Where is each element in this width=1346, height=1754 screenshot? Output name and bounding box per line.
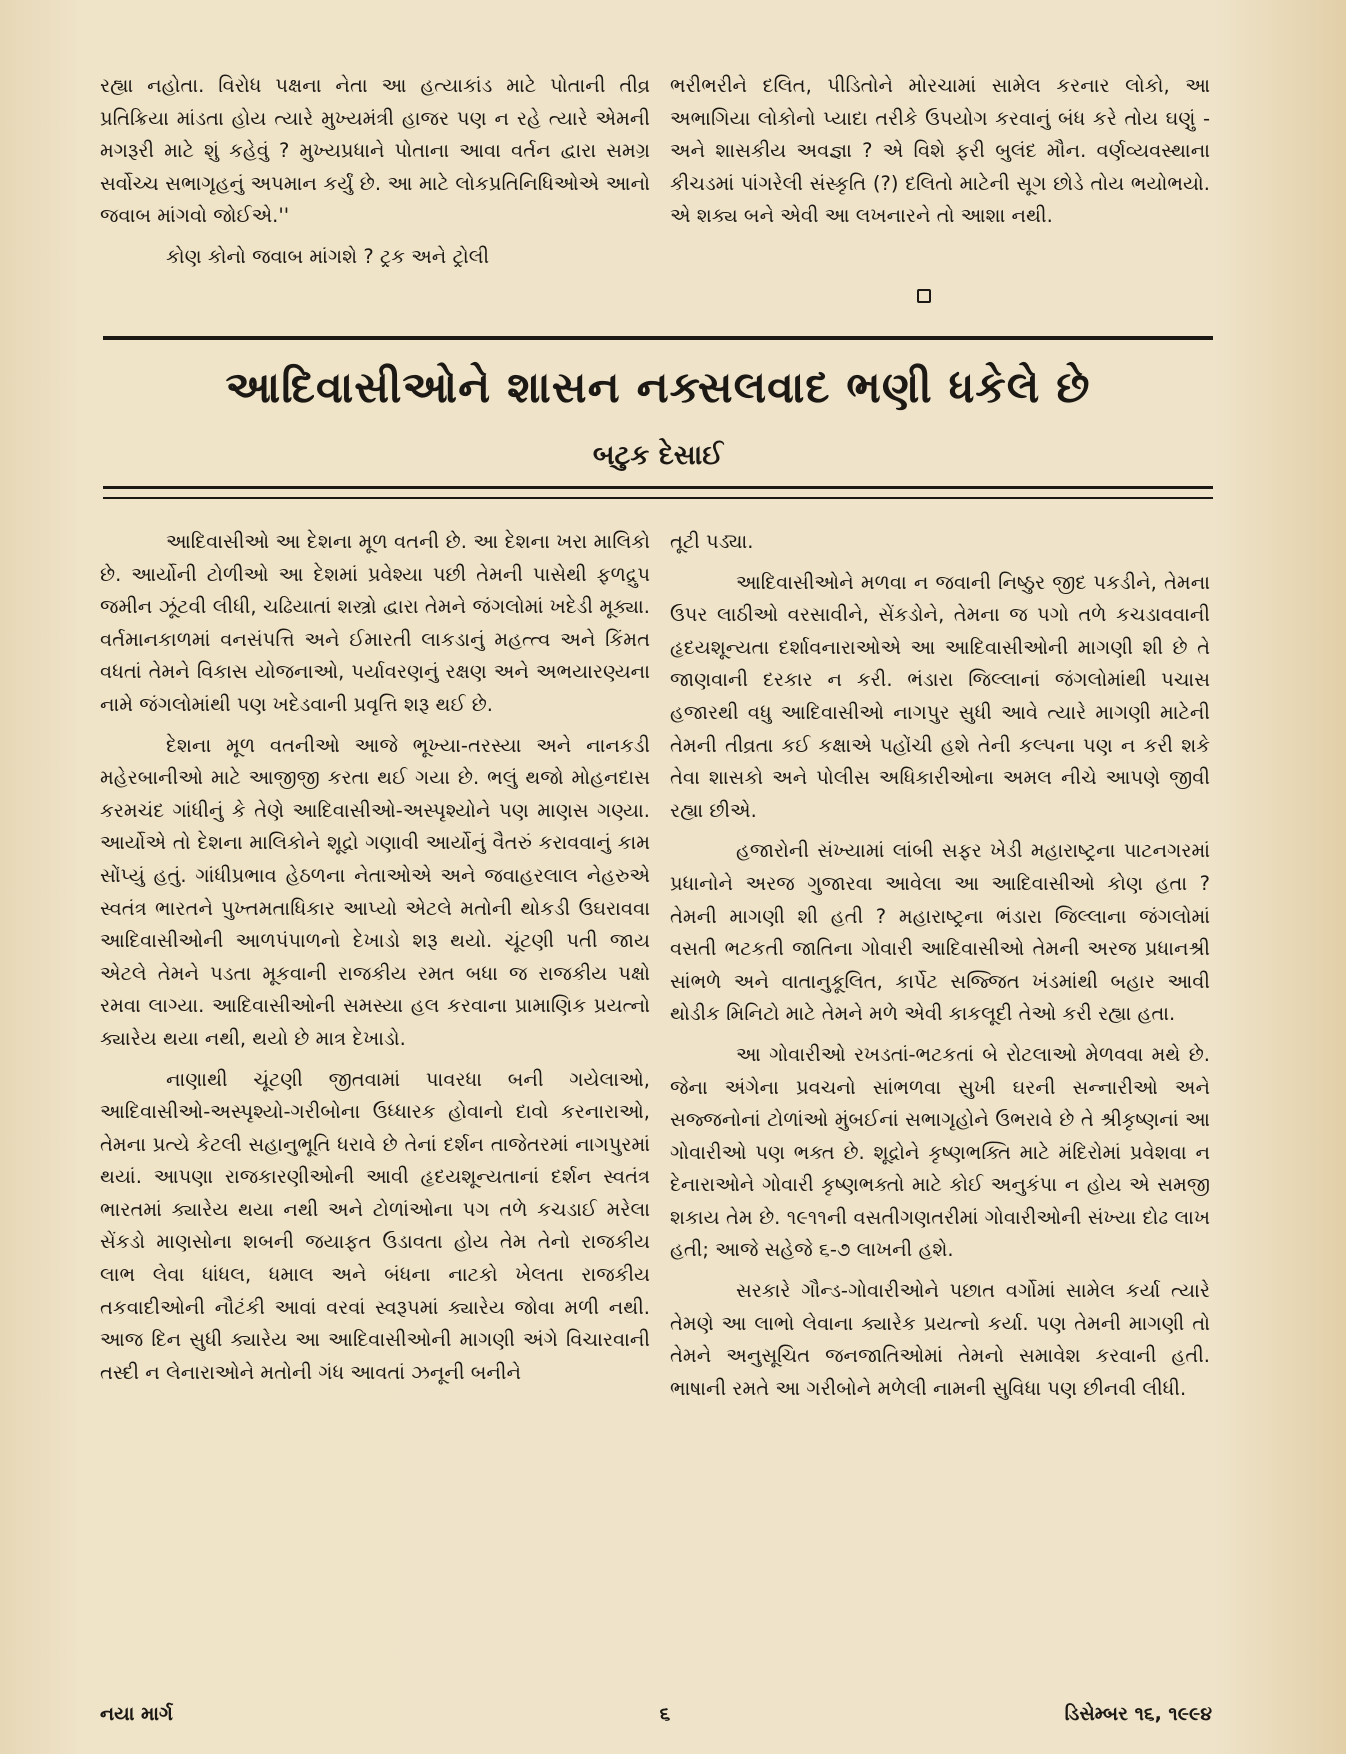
article-headline: આદિવાસીઓને શાસન નક્સલવાદ ભણી ધકેલે છે <box>225 363 1091 413</box>
paragraph: હજારોની સંખ્યામાં લાંબી સફર ખેડી મહારાષ્ટ્રના પાટનગરમાં પ્રધાનોને અરજ ગુજારવા આવેલા આ આદિવાસીઓ કોણ હતા ? તેમની માગણી શી હતી ? મહારાષ્ટ્રના ભંડારા જિલ્લાના જંગલોમાં વસતી ભટકતી જાતિના ગોવારી આદિવાસીઓ તેમની અરજ પ્રધાનશ્રી સાંભળે અને વાતાનુકૂલિત, કાર્પેટ સજ્જિત ખંડમાંથી બહાર આવી થોડીક મિનિટો માટે તેમને મળે એવી કાકલૂદી તેઓ કરી રહ્યા હતા. <box>670 839 1210 1026</box>
paragraph: આ ગોવારીઓ રખડતાં-ભટકતાં બે રોટલાઓ મેળવવા મથે છે. જેના અંગેના પ્રવચનો સાંભળવા સુખી ઘરની સન્નારીઓ અને સજ્જનોનાં ટોળાંઓ મુંબઈનાં સભાગૃહોને ઉભરાવે છે તે શ્રીકૃષ્ણનાં આ ગોવારીઓ પણ ભક્ત છે. શૂદ્રોને કૃષ્ણભક્તિ માટે મંદિરોમાં પ્રવેશવા ન દેનારાઓને ગોવારી કૃષ્ણભક્તો માટે કોઈ અનુકંપા ન હોય એ સમજી શકાય તેમ છે. ૧૯૧૧ની વસતીગણતરીમાં ગોવારીઓની સંખ્યા દોઢ લાખ હતી; આજે સહેજે ૬-૭ લાખની હશે. <box>670 1042 1210 1262</box>
paragraph: કોણ કોનો જવાબ માંગશે ? ટ્રક અને ટ્રોલી <box>166 244 490 268</box>
article-left-column <box>100 526 650 1397</box>
article-author: બટુક દેસાઈ <box>592 440 724 471</box>
paragraph: આદિવાસીઓ આ દેશના મૂળ વતની છે. આ દેશના ખરા માલિકો છે. આર્યોની ટોળીઓ આ દેશમાં પ્રવેશ્યા પછી તેમની પાસેથી ફળદ્રુપ જમીન ઝૂંટવી લીધી, ચઢિયાતાં શસ્ત્રો દ્વારા તેમને જંગલોમાં ખદેડી મૂક્યા. વર્તમાનકાળમાં વનસંપત્તિ અને ઈમારતી લાકડાનું મહત્ત્વ અને કિંમત વધતાં તેમને વિકાસ યોજનાઓ, પર્યાવરણનું રક્ષણ અને અભયારણ્યના નામે જંગલોમાંથી પણ ખદેડવાની પ્રવૃત્તિ શરૂ થઈ છે. <box>100 530 650 716</box>
publication-name: નયા માર્ગ <box>100 1703 173 1725</box>
paragraph: આદિવાસીઓને મળવા ન જવાની નિષ્ઠુર જીદ પકડીને, તેમના ઉપર લાઠીઓ વરસાવીને, સેંકડોને, તેમના જ પગો તળે કચડાવવાની હૃદયશૂન્યતા દર્શાવનારાઓએ આ આદિવાસીઓની માગણી શી છે તે જાણવાની દરકાર ન કરી. ભંડારા જિલ્લાનાં જંગલોમાંથી પચાસ હજારથી વધુ આદિવાસીઓ નાગપુર સુધી આવે ત્યારે માગણી માટેની તેમની તીવ્રતા કઈ કક્ષાએ પહોંચી હશે તેની કલ્પના પણ ન કરી શકે તેવા શાસકો અને પોલીસ અધિકારીઓના અમલ નીચે આપણે જીવી રહ્યા છીએ. <box>670 570 1210 822</box>
paragraph: રહ્યા નહોતા. વિરોધ પક્ષના નેતા આ હત્યાકાંડ માટે પોતાની તીવ્ર પ્રતિક્રિયા માંડતા હોય ત્યારે મુખ્યમંત્રી હાજર પણ ન રહે ત્યારે એમની મગરૂરી માટે શું કહેવું ? મુખ્યપ્રધાને પોતાના આવા વર્તન દ્વારા સમગ્ર સર્વોચ્ચ સભાગૃહનું અપમાન કર્યું છે. આ માટે લોકપ્રતિનિધિઓએ આનો જવાબ માંગવો જોઈએ.'' <box>100 74 650 228</box>
previous-article-right-column <box>670 70 1210 241</box>
divider-rule <box>103 497 1213 499</box>
paragraph: ભરીભરીને દલિત, પીડિતોને મોરચામાં સામેલ કરનાર લોકો, આ અભાગિયા લોકોનો પ્યાદા તરીકે ઉપયોગ કરવાનું બંધ કરે તોય ઘણું - અને શાસકીય અવજ્ઞા ? એ વિશે ફરી બુલંદ મૌન. વર્ણવ્યવસ્થાના કીચડમાં પાંગરેલી સંસ્કૃતિ (?) દલિતો માટેની સૂગ છોડે તોય ભયોભયો. એ શક્ય બને એવી આ લખનારને તો આશા નથી. <box>670 74 1210 228</box>
page-number: ૬ <box>659 1703 671 1725</box>
article-right-column <box>670 526 1210 1413</box>
paragraph: દેશના મૂળ વતનીઓ આજે ભૂખ્યા-તરસ્યા અને નાનકડી મહેરબાનીઓ માટે આજીજી કરતા થઈ ગયા છે. ભલું થજો મોહનદાસ કરમચંદ ગાંધીનું કે તેણે આદિવાસીઓ-અસ્પૃશ્યોને પણ માણસ ગણ્યા. આર્યોએ તો દેશના માલિકોને શૂદ્રો ગણાવી આર્યોનું વૈતરું કરાવવાનું કામ સોંપ્યું હતું. ગાંધીપ્રભાવ હેઠળના નેતાઓએ અને જવાહરલાલ નેહરુએ સ્વતંત્ર ભારતને પુખ્તમતાધિકાર આપ્યો એટલે મતોની થોકડી ઉઘરાવવા આદિવાસીઓની આળપંપાળનો દેખાડો શરૂ થયો. ચૂંટણી પતી જાય એટલે તેમને પડતા મૂકવાની રાજકીય રમત બધા જ રાજકીય પક્ષો રમવા લાગ્યા. આદિવાસીઓની સમસ્યા હલ કરવાના પ્રામાણિક પ્રયત્નો ક્યારેય થયા નથી, થયો છે માત્ર દેખાડો. <box>100 733 650 1050</box>
end-of-article-mark <box>917 289 931 303</box>
paragraph: તૂટી પડ્યા. <box>670 530 754 553</box>
divider-rule <box>103 336 1213 340</box>
previous-article-left-column <box>100 70 650 282</box>
issue-date: ડિસેમ્બર ૧૬, ૧૯૯૪ <box>1064 1703 1212 1725</box>
paragraph: સરકારે ગૌન્ડ-ગોવારીઓને પછાત વર્ગોમાં સામેલ કર્યા ત્યારે તેમણે આ લાભો લેવાના ક્યારેક પ્રયત્નો કર્યા. પણ તેમની માગણી તો તેમને અનુસૂચિત જનજાતિઓમાં તેમનો સમાવેશ કરવાની હતી. ભાષાની રમતે આ ગરીબોને મળેલી નામની સુવિધા પણ છીનવી લીધી. <box>670 1279 1210 1400</box>
divider-rule <box>103 486 1213 489</box>
paragraph: નાણાથી ચૂંટણી જીતવામાં પાવરધા બની ગયેલાઓ, આદિવાસીઓ-અસ્પૃશ્યો-ગરીબોના ઉધ્ધારક હોવાનો દાવો કરનારાઓ, તેમના પ્રત્યે કેટલી સહાનુભૂતિ ધરાવે છે તેનાં દર્શન તાજેતરમાં નાગપુરમાં થયાં. આપણા રાજકારણીઓની આવી હૃદયશૂન્યતાનાં દર્શન સ્વતંત્ર ભારતમાં ક્યારેય થયા નથી અને ટોળાંઓના પગ તળે કચડાઈ મરેલા સેંકડો માણસોના શબની જયાફત ઉડાવતા હોય તેમ તેનો રાજકીય લાભ લેવા ધાંધલ, ધમાલ અને બંધના નાટકો ખેલતા રાજકીય તકવાદીઓની નૌટંકી આવાં વરવાં સ્વરૂપમાં ક્યારેય જોવા મળી નથી. આજ દિન સુધી ક્યારેય આ આદિવાસીઓની માગણી અંગે વિચારવાની તસ્દી ન લેનારાઓને મતોની ગંધ આવતાં ઝનૂની બનીને <box>100 1067 650 1384</box>
